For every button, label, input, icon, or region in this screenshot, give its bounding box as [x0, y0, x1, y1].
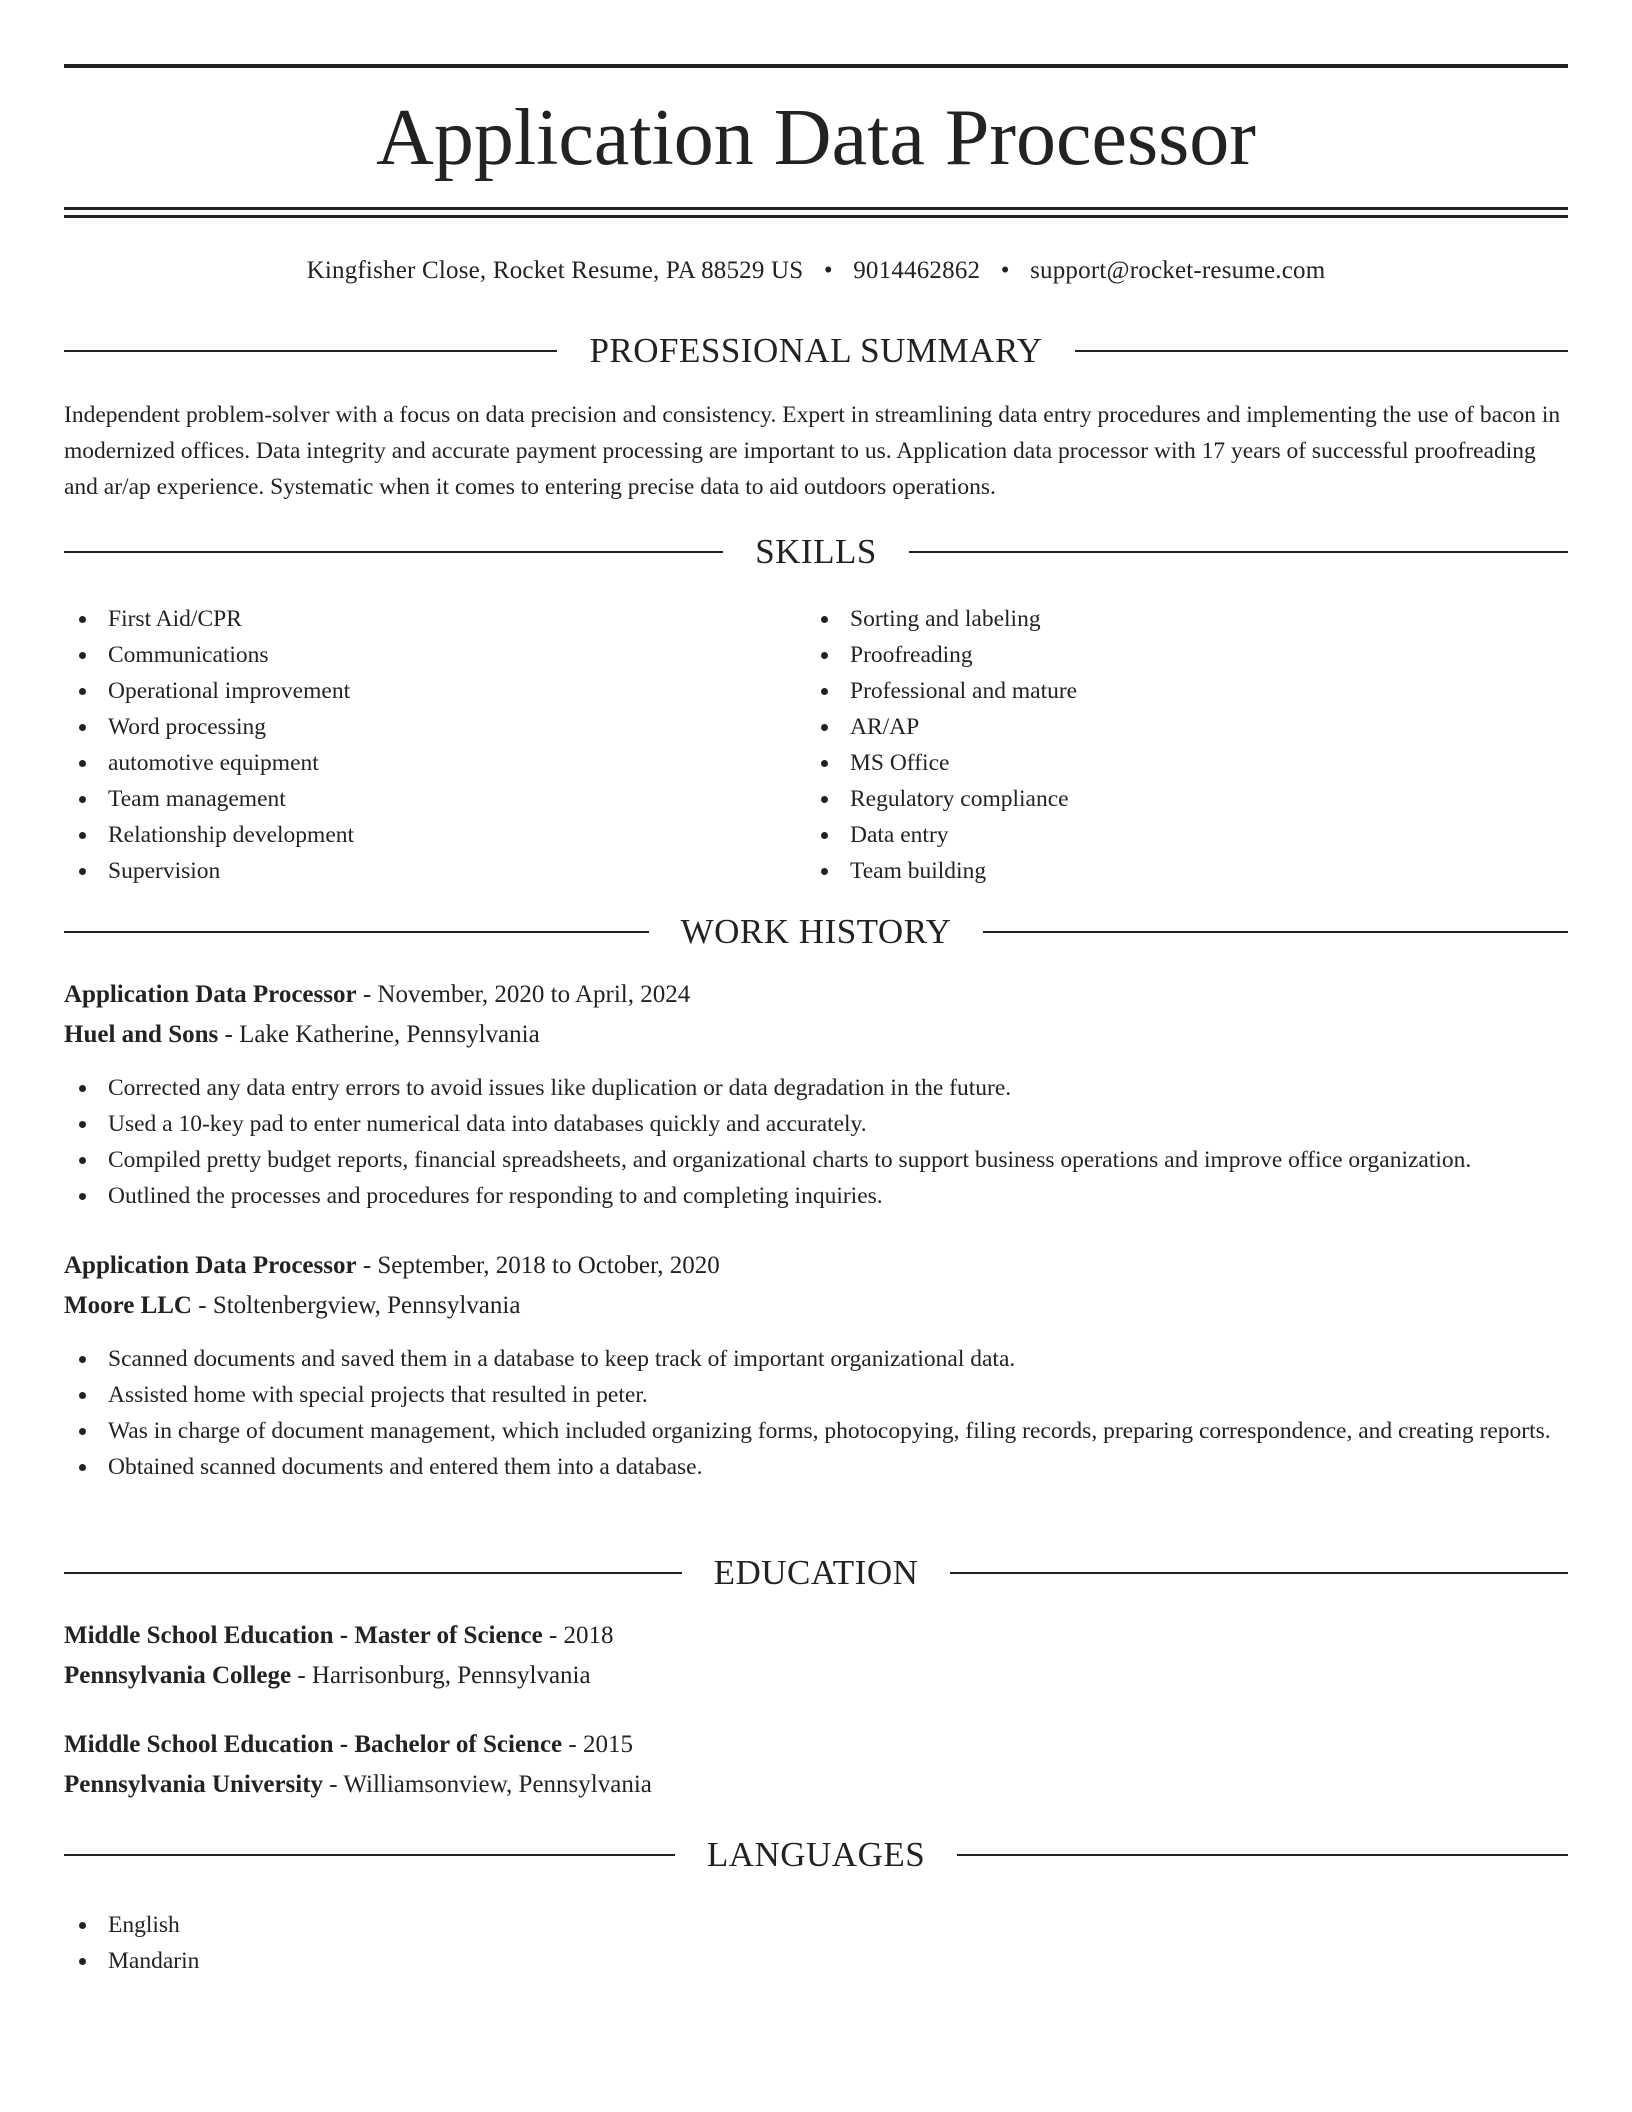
job-location: - Lake Katherine, Pennsylvania: [218, 1021, 540, 1048]
education-school-line: [64, 1765, 1568, 1805]
heading-rule-right: [950, 1572, 1568, 1574]
education-degree: Middle School Education - Master of Science: [64, 1622, 543, 1649]
job-title: Application Data Processor: [64, 1252, 357, 1279]
education-school: Pennsylvania College: [64, 1662, 292, 1689]
heading-rule-right: [1075, 350, 1568, 352]
section-heading-skills: [64, 532, 1568, 572]
skills-list-right: [806, 601, 1546, 889]
job-bullet: Compiled pretty budget reports, financial spreadsheets, and organizational charts to support business operations and improve office organization.: [64, 1142, 1568, 1178]
language-item: English: [64, 1907, 864, 1943]
skill-item: Data entry: [806, 817, 1546, 853]
job-bullets: [64, 1070, 1568, 1214]
resume-title: Application Data Processor: [376, 94, 1256, 182]
job-bullet: Used a 10-key pad to enter numerical data into databases quickly and accurately.: [64, 1106, 1568, 1142]
section-heading-label: LANGUAGES: [706, 1835, 926, 1874]
section-heading-languages: [64, 1835, 1568, 1875]
education-year: - 2015: [562, 1731, 633, 1758]
education-degree-line: [64, 1725, 1568, 1765]
heading-rule-right: [957, 1854, 1568, 1856]
job-bullets: [64, 1341, 1568, 1485]
education-school: Pennsylvania University: [64, 1771, 324, 1798]
section-heading-label: EDUCATION: [713, 1553, 919, 1592]
skill-item: First Aid/CPR: [64, 601, 804, 637]
job-title-line: [64, 1246, 1568, 1286]
education-degree: Middle School Education - Bachelor of Science: [64, 1731, 563, 1758]
skill-item: automotive equipment: [64, 745, 804, 781]
section-heading-summary: [64, 331, 1568, 371]
job-company: Moore LLC: [64, 1292, 192, 1319]
job-bullet: Assisted home with special projects that resulted in peter.: [64, 1377, 1568, 1413]
section-heading-label: PROFESSIONAL SUMMARY: [589, 331, 1043, 370]
skill-item: Team building: [806, 853, 1546, 889]
languages-list: [64, 1907, 864, 1979]
skill-item: AR/AP: [806, 709, 1546, 745]
skill-item: Communications: [64, 637, 804, 673]
job-company-line: [64, 1015, 1568, 1055]
heading-rule-right: [909, 551, 1568, 553]
job-bullet-list: [64, 1070, 1568, 1214]
job-bullet-list: [64, 1341, 1568, 1485]
job-location: - Stoltenbergview, Pennsylvania: [192, 1292, 521, 1319]
section-heading-label: WORK HISTORY: [680, 912, 952, 951]
contact-address: Kingfisher Close, Rocket Resume, PA 88529 US: [306, 257, 804, 284]
skills-column-right: [806, 601, 1546, 889]
heading-rule-left: [64, 1854, 675, 1856]
contact-phone: 9014462862: [853, 257, 981, 284]
heading-rule-right: [983, 931, 1568, 933]
summary-paragraph: Independent problem-solver with a focus on data precision and consistency. Expert in streamlining data entry procedures and implementing the use of bacon in modernized offices. Data integrity and accurate payment processing are important to us. Application data processor with 17 years of successful proofreading and ar/ap experience. Systematic when it comes to entering precise data to aid outdoors operations.: [64, 402, 1561, 500]
skill-item: Word processing: [64, 709, 804, 745]
skill-item: Operational improvement: [64, 673, 804, 709]
heading-rule-left: [64, 350, 557, 352]
contact-line: [64, 254, 1568, 288]
header-top-rule: [64, 64, 1568, 68]
job-bullet: Obtained scanned documents and entered them into a database.: [64, 1449, 1568, 1485]
job-dates: - September, 2018 to October, 2020: [356, 1252, 720, 1279]
skill-item: Relationship development: [64, 817, 804, 853]
job-title-line: [64, 975, 1568, 1015]
education-school-line: [64, 1656, 1568, 1696]
section-heading-education: [64, 1553, 1568, 1593]
job-bullet: Scanned documents and saved them in a database to keep track of important organizational data.: [64, 1341, 1568, 1377]
skill-item: Proofreading: [806, 637, 1546, 673]
skills-column-left: [64, 601, 804, 889]
education-location: - Harrisonburg, Pennsylvania: [291, 1662, 591, 1689]
language-item: Mandarin: [64, 1943, 864, 1979]
heading-rule-left: [64, 1572, 682, 1574]
skill-item: Team management: [64, 781, 804, 817]
skill-item: Regulatory compliance: [806, 781, 1546, 817]
job-bullet: Corrected any data entry errors to avoid issues like duplication or data degradation in the future.: [64, 1070, 1568, 1106]
header-double-rule-upper: [64, 207, 1568, 210]
job-company: Huel and Sons: [64, 1021, 219, 1048]
heading-rule-left: [64, 931, 649, 933]
section-heading-label: SKILLS: [755, 532, 877, 571]
header-double-rule-lower: [64, 215, 1568, 218]
skill-item: Sorting and labeling: [806, 601, 1546, 637]
skill-item: Supervision: [64, 853, 804, 889]
heading-rule-left: [64, 551, 723, 553]
contact-separator: •: [1000, 257, 1010, 284]
languages-list-container: [64, 1907, 864, 1979]
section-heading-work-history: [64, 912, 1568, 952]
education-degree-line: [64, 1616, 1568, 1656]
job-company-line: [64, 1286, 1568, 1326]
skill-item: Professional and mature: [806, 673, 1546, 709]
skill-item: MS Office: [806, 745, 1546, 781]
job-bullet: Outlined the processes and procedures for responding to and completing inquiries.: [64, 1178, 1568, 1214]
skills-list-left: [64, 601, 804, 889]
education-location: - Williamsonview, Pennsylvania: [323, 1771, 652, 1798]
contact-separator: •: [823, 257, 833, 284]
education-year: - 2018: [542, 1622, 614, 1649]
contact-email: support@rocket-resume.com: [1030, 257, 1326, 284]
job-dates: - November, 2020 to April, 2024: [356, 981, 691, 1008]
job-bullet: Was in charge of document management, which included organizing forms, photocopying, filing records, preparing correspondence, and creating reports.: [64, 1413, 1568, 1449]
job-title: Application Data Processor: [64, 981, 357, 1008]
